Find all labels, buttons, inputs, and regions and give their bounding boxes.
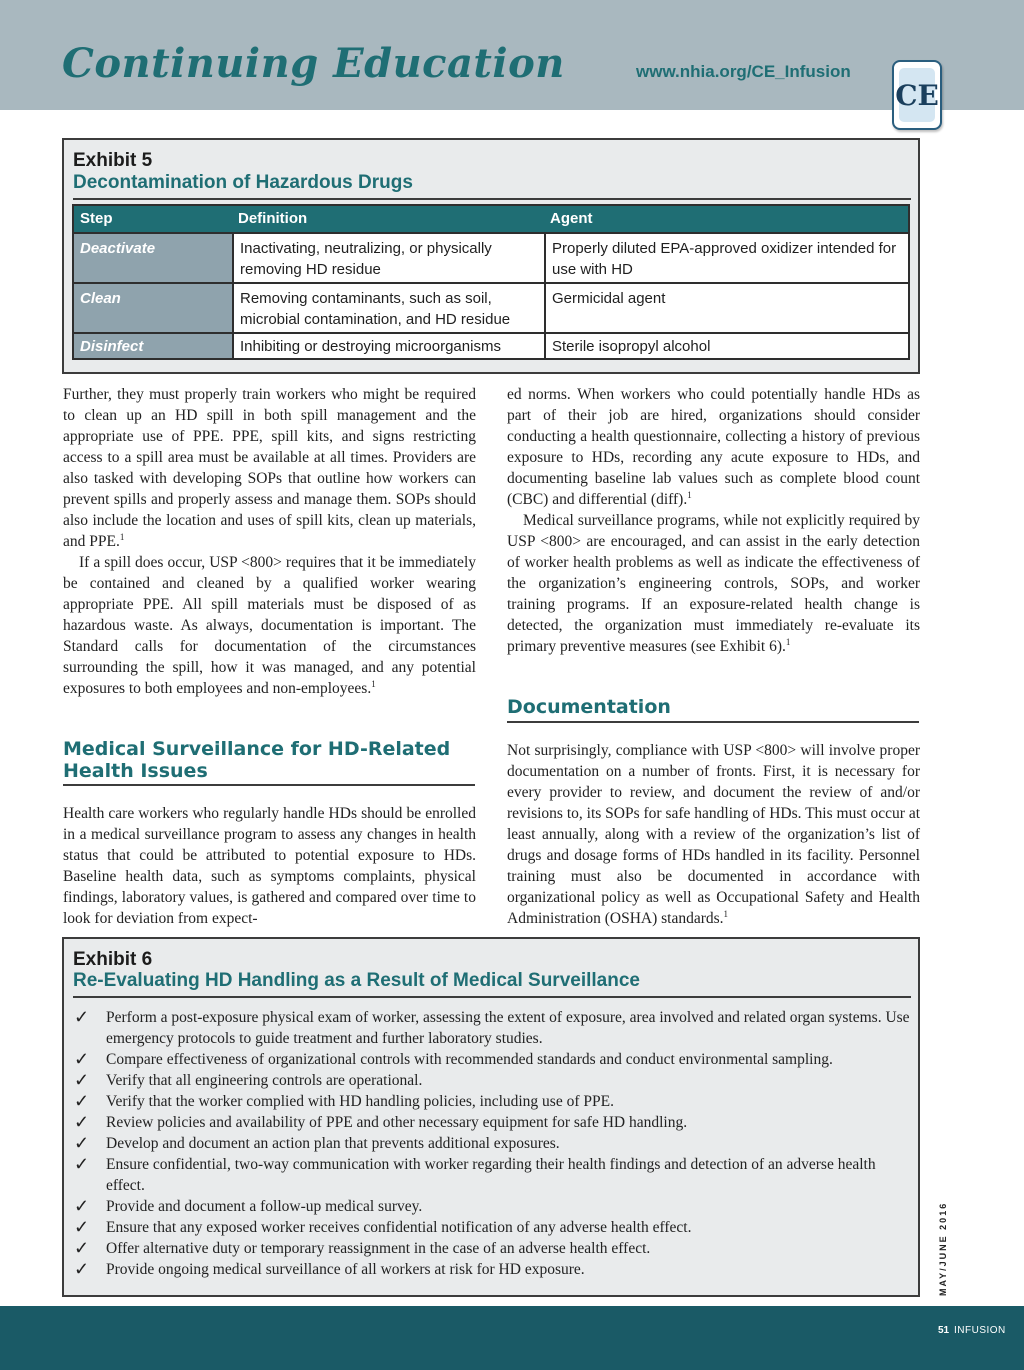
list-item-text: Verify that all engineering controls are operational. [106,1072,423,1089]
checkmark-icon: ✓ [74,1238,90,1258]
footnote-ref: 1 [687,489,692,500]
list-item-text: Ensure confidential, two-way communication with worker regarding their health findings and detection of an adverse health effect. [106,1156,876,1194]
exhibit-5-label: Exhibit 5 [73,150,153,171]
paragraph-text: If a spill does occur, USP <800> requires that it be immediately be contained and cleaned by a qualified worker wearing appropriate PPE. All spill materials must be disposed of as hazardous waste. As always, documentation is important. The Standard calls for documentation of the circumstances surrounding the spill, how it was managed, and any potential exposures to both employees and non-employees. [63,554,476,697]
list-item [74,1217,912,1238]
paragraph [507,740,920,929]
documentation-heading: Documentation [507,696,671,718]
footnote-ref: 1 [371,678,376,689]
paragraph [507,384,920,510]
agent-cell: Germicidal agent [544,284,908,332]
checkmark-icon: ✓ [74,1196,90,1216]
list-item [74,1238,912,1259]
table-header-row [74,206,908,232]
paragraph-text: Medical surveillance programs, while not explicitly required by USP <800> are encouraged, and can assist in the early detection of worker health problems as well as indicate the effectiveness of the organization’s engineering controls, SOPs, and worker training programs. If an exposure-related health change is detected, the organization must immediately re-evaluate its primary preventive measures (see Exhibit 6). [507,512,920,655]
paragraph [63,384,476,552]
checkmark-icon: ✓ [74,1154,90,1174]
checkmark-icon: ✓ [74,1049,90,1069]
paragraph-text: ed norms. When workers who could potentially handle HDs as part of their job are hired, organizations should consider conducting a health questionnaire, collecting a history of previous exposure to HDs, recording any acute exposure to HDs, and documenting baseline lab values such as complete blood count (CBC) and differential (diff). [507,386,920,508]
website-link[interactable]: www.nhia.org/CE_Infusion [636,62,851,81]
list-item [74,1007,912,1049]
paragraph-text: Not surprisingly, compliance with USP <800> will involve proper documentation on a number of fronts. First, it is necessary for every provider to review, and document the review of and/or revisions to, its SOPs for safe handling of HDs. This must occur at least annually, along with a review of the organization’s list of drugs and dosage forms of HDs handled in its facility. Personnel training must also be documented in accordance with organizational policy as well as Occupational Safety and Health Administration (OSHA) standards. [507,742,921,927]
exhibit-5-title: Decontamination of Hazardous Drugs [73,172,413,193]
list-item-text: Review policies and availability of PPE and other necessary equipment for safe HD handling. [106,1114,688,1131]
list-item [74,1112,912,1133]
page-footer [0,1306,1024,1370]
exhibit-6 [62,937,920,1297]
exhibit-6-rule [73,996,911,998]
step-cell: Deactivate [74,234,232,282]
table-row [74,232,908,282]
column-header-step: Step [80,210,113,227]
checkmark-icon: ✓ [74,1217,90,1237]
exhibit-5 [62,138,920,374]
exhibit-5-rule [73,198,911,200]
list-item [74,1133,912,1154]
list-item-text: Provide ongoing medical surveillance of all workers at risk for HD exposure. [106,1261,585,1278]
list-item-text: Verify that the worker complied with HD handling policies, including use of PPE. [106,1093,614,1110]
list-item [74,1259,912,1280]
definition-cell: Inactivating, neutralizing, or physically removing HD residue [232,234,544,282]
table-row [74,332,908,358]
exhibit-6-title: Re-Evaluating HD Handling as a Result of Medical Surveillance [73,970,640,991]
ce-logo [892,60,942,130]
page-number: 51 [938,1325,950,1336]
paragraph [507,510,920,657]
list-item [74,1196,912,1217]
agent-cell: Properly diluted EPA-approved oxidizer intended for use with HD [544,234,908,282]
list-item-text: Perform a post-exposure physical exam of worker, assessing the extent of exposure, area involved and related organ systems. Use emergency protocols to guide treatment and further laboratory studies. [106,1009,910,1047]
list-item [74,1070,912,1091]
definition-cell: Inhibiting or destroying microorganisms [232,334,544,358]
page-header [0,0,1024,110]
left-column-bottom [63,803,476,929]
paragraph [63,552,476,699]
column-header-agent: Agent [550,210,593,227]
footnote-ref: 1 [723,908,729,919]
footnote-ref: 1 [785,636,791,647]
paragraph: Health care workers who regularly handle HDs should be enrolled in a medical surveillance program to assess any changes in health status that could be attributed to potential exposure to HDs. Baseline health data, such as symptoms complaints, physical findings, laboratory values, is gathered and compared over time to look for deviation from expect- [63,805,476,927]
list-item-text: Ensure that any exposed worker receives confidential notification of any adverse health effect. [106,1219,692,1236]
checkmark-icon: ✓ [74,1133,90,1153]
section-rule [507,721,919,723]
checkmark-icon: ✓ [74,1091,90,1111]
section-title: Continuing Education [62,40,565,87]
exhibit-6-label: Exhibit 6 [73,949,153,970]
agent-cell: Sterile isopropyl alcohol [544,334,908,358]
section-rule [63,784,475,786]
list-item-text: Provide and document a follow-up medical survey. [106,1198,423,1215]
step-cell: Clean [74,284,232,332]
checkmark-icon: ✓ [74,1112,90,1132]
right-column-top [507,384,920,657]
list-item [74,1091,912,1112]
ce-logo-mark: CE [899,68,935,122]
medical-surveillance-heading: Medical Surveillance for HD-Related Health Issues [63,738,451,782]
decontamination-table [72,204,910,360]
footnote-ref: 1 [119,531,125,542]
issue-date: MAY/JUNE 2016 [938,1201,948,1296]
list-item-text: Compare effectiveness of organizational controls with recommended standards and conduct environmental sampling. [106,1051,833,1068]
list-item-text: Offer alternative duty or temporary reassignment in the case of an adverse health effect. [106,1240,651,1257]
paragraph-text: Further, they must properly train workers who might be required to clean up an HD spill in both spill management and the appropriate use of PPE. PPE, spill kits, and signs restricting access to a spill area must be available at all times. Providers are also tasked with developing SOPs that outline how workers can prevent spills and properly assess and manage them. SOPs should also include the location and uses of spill kits, clean up materials, and PPE. [63,386,476,550]
checkmark-icon: ✓ [74,1259,90,1279]
step-cell: Disinfect [74,334,232,358]
table-row [74,282,908,332]
magazine-name: INFUSION [954,1325,1006,1336]
list-item-text: Develop and document an action plan that prevents additional exposures. [106,1135,560,1152]
definition-cell: Removing contaminants, such as soil, microbial contamination, and HD residue [232,284,544,332]
list-item [74,1154,912,1196]
left-column-top [63,384,476,699]
list-item [74,1049,912,1070]
checkmark-icon: ✓ [74,1070,90,1090]
checkmark-icon: ✓ [74,1007,90,1027]
surveillance-checklist [74,1007,912,1280]
right-column-bottom [507,740,920,929]
column-header-definition: Definition [238,210,308,227]
